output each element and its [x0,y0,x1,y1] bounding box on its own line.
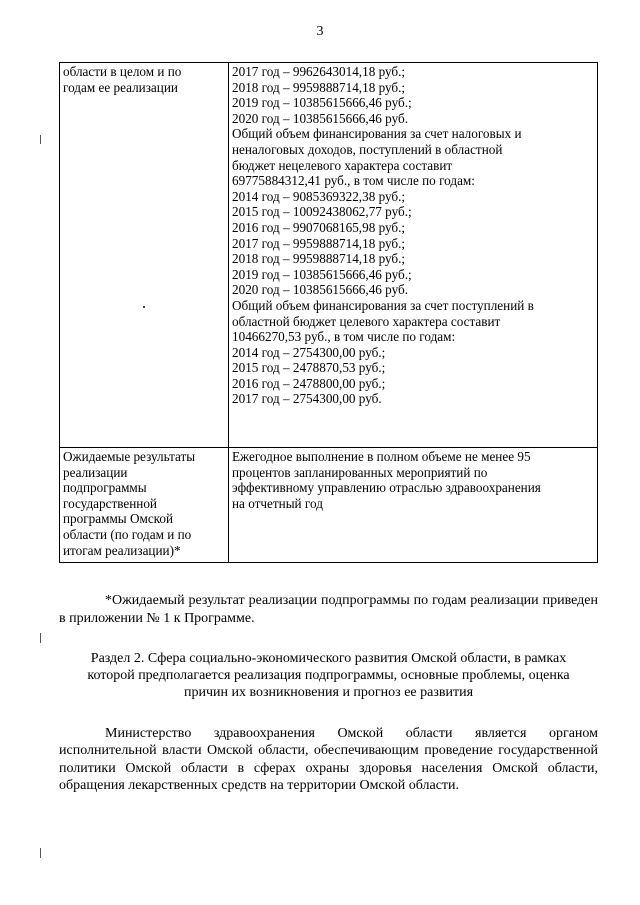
table-cell-value [229,63,598,448]
table-cell-label [60,63,229,448]
cell-line: 2017 год – 9959888714,18 руб.; [232,235,406,251]
cell-line: бюджет нецелевого характера составит [232,157,453,173]
cell-line: государственной [63,495,157,511]
cell-line: 2016 год – 2478800,00 руб.; [232,375,386,391]
cell-line: Ежегодное выполнение в полном объеме не менее 95 [232,449,531,464]
table-cell-value [229,448,598,563]
cell-line: итогам реализации)* [63,542,181,558]
cell-line: Ожидаемые результаты [63,449,196,464]
cell-line: 2019 год – 10385615666,46 руб.; [232,95,412,111]
heading-line: причин их возникновения и прогноз ее развития [183,685,474,700]
cell-line: области в целом и по [63,64,182,79]
cell-line: 2017 год – 9962643014,18 руб.; [232,64,406,79]
table-row [60,448,598,563]
cell-line: 2016 год – 9907068165,98 руб.; [232,219,406,235]
cell-line: 2018 год – 9959888714,18 руб.; [232,79,406,95]
cell-line: 2020 год – 10385615666,46 руб. [232,110,409,126]
cell-line: 2015 год – 10092438062,77 руб.; [232,204,412,220]
section-heading [59,650,598,701]
cell-line: 2017 год – 2754300,00 руб. [232,391,382,407]
cell-line: на отчетный год [232,495,323,511]
cell-line: Общий объем финансирования за счет поступлений в [232,297,534,313]
scan-margin-mark [40,633,41,643]
table-cell-label [60,448,229,563]
cell-line: 2018 год – 9959888714,18 руб.; [232,251,406,267]
cell-line: 2014 год – 2754300,00 руб.; [232,344,386,360]
footnote: *Ожидаемый результат реализации подпрограммы по годам реализации приведен в приложении № 1 к Программе. [59,593,598,626]
cell-line: 2015 год – 2478870,53 руб.; [232,360,386,376]
body-paragraph: Министерство здравоохранения Омской области является органом исполнительной власти Омской области, обеспечивающим проведение государственной политики Омской области в сферах охраны здоровья населения Омской области, обращения лекарственных средств на территории Омской области. [59,726,598,794]
cell-line: 2019 год – 10385615666,46 руб.; [232,266,412,282]
cell-line: областной бюджет целевого характера составит [232,313,501,329]
cell-line: 10466270,53 руб., в том числе по годам: [232,329,456,345]
cell-line: процентов запланированных мероприятий по [232,464,488,480]
cell-line: Общий объем финансирования за счет налоговых и [232,126,522,142]
scan-margin-mark [40,135,41,144]
cell-line: неналоговых доходов, поступлений в областной [232,141,503,157]
cell-line: области (по годам и по [63,526,192,542]
heading-line: которой предполагается реализация подпрограммы, основные проблемы, оценка [87,668,570,683]
cell-line: реализации [63,464,128,480]
cell-line: годам ее реализации [63,79,178,95]
page-number: 3 [316,24,324,39]
cell-line: 69775884312,41 руб., в том числе по годам: [232,173,475,189]
table-row [60,63,598,448]
cell-line: 2020 год – 10385615666,46 руб. [232,282,409,298]
scan-margin-mark [40,848,41,858]
cell-line: 2014 год – 9085369322,38 руб.; [232,188,406,204]
cell-line: подпрограммы [63,480,147,496]
cell-line: программы Омской [63,511,174,527]
heading-line: Раздел 2. Сфера социально-экономического развития Омской области, в рамках [90,651,567,666]
subprogram-passport-table [59,62,598,563]
cell-line: эффективному управлению отраслью здравоохранения [232,480,541,496]
scan-speck [143,306,145,308]
